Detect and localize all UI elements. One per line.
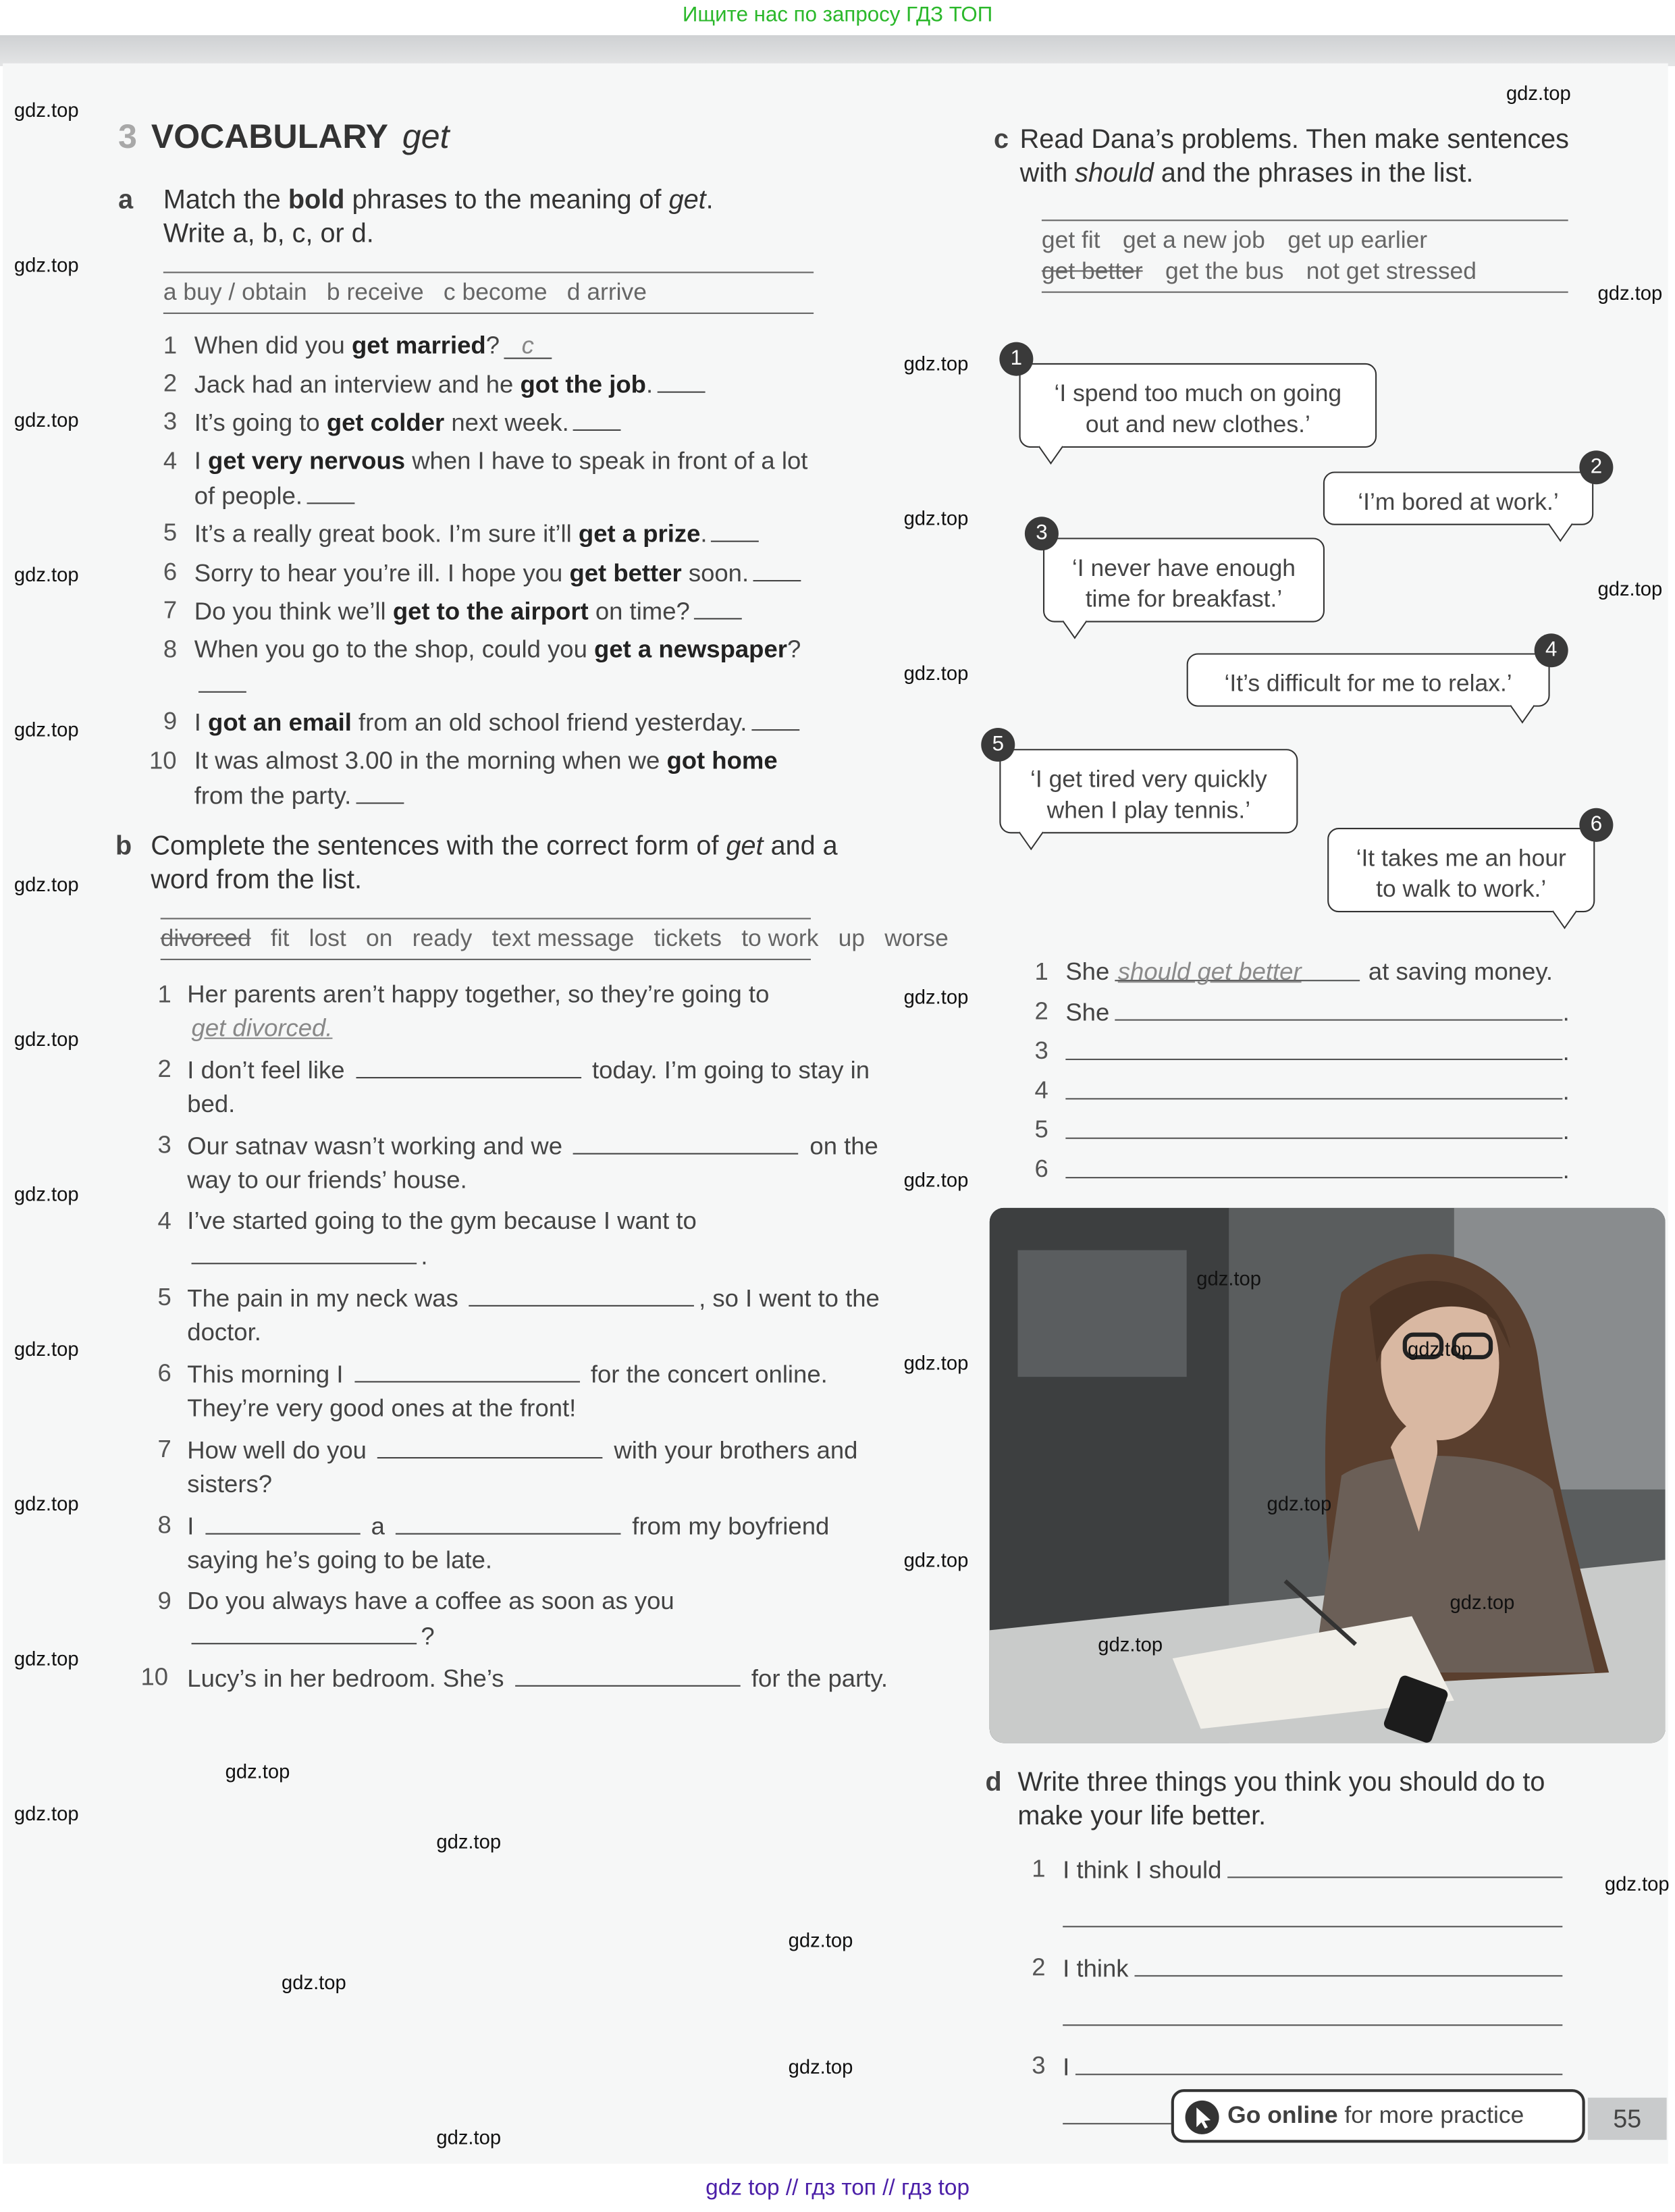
item-number: 5 (157, 1282, 171, 1311)
item-number: 6 (1034, 1154, 1048, 1183)
photo-illustration (990, 1208, 1666, 1743)
item-text: When did you (194, 330, 352, 359)
answer-blank[interactable] (198, 665, 246, 692)
item-text: When you go to the shop, could you (194, 634, 595, 662)
item-number: 4 (157, 1206, 171, 1235)
word-option: to work (741, 924, 819, 952)
list-item (158, 1280, 890, 1348)
phrase-option: not get stressed (1306, 257, 1477, 285)
item-text: from an old school friend yesterday. (351, 708, 747, 737)
watermark: gdz.top (1450, 1591, 1515, 1614)
meaning-option: d arrive (566, 278, 647, 306)
watermark: gdz.top (14, 872, 79, 896)
item-number: 5 (163, 518, 178, 546)
item-text: from my boyfriend saying he’s going to be late. (187, 1512, 830, 1575)
answer-blank[interactable] (396, 1508, 621, 1535)
item-text: I (194, 445, 209, 474)
bubble-text: ‘It’s difficult for me to relax.’ (1224, 670, 1512, 697)
list-item (158, 1431, 890, 1500)
watermark: gdz.top (903, 1548, 969, 1571)
list-item (163, 554, 825, 589)
watermark: gdz.top (903, 1351, 969, 1374)
watermark: gdz.top (14, 1801, 79, 1825)
answer-line[interactable] (1065, 1112, 1562, 1139)
section-heading (118, 118, 449, 157)
exercise-c (994, 124, 1571, 292)
item-text: ? (485, 330, 500, 359)
word-option: on (366, 924, 393, 952)
watermark: gdz.top (14, 1182, 79, 1205)
answer-line-row (1063, 1999, 1562, 2026)
cursor-click-icon (1186, 2100, 1219, 2134)
meaning-option: b receive (326, 278, 424, 306)
phrase-list-box (1042, 219, 1568, 292)
exercise-d-list (1032, 1851, 1562, 2124)
watermark: gdz.top (14, 408, 79, 431)
section-title: VOCABULARY (151, 118, 389, 157)
item-text: next week. (444, 408, 569, 437)
search-hint-banner[interactable]: Ищите нас по запросу ГДЗ ТОП (682, 3, 993, 27)
word-option: tickets (654, 924, 722, 952)
item-number: 8 (163, 634, 178, 662)
item-number: 7 (163, 595, 178, 624)
list-item (158, 1204, 890, 1273)
watermark: gdz.top (1506, 81, 1571, 105)
answer-line[interactable] (1227, 1851, 1563, 1878)
exercise-letter: d (985, 1768, 1002, 1798)
meaning-option: a buy / obtain (163, 278, 307, 306)
item-text: ? (421, 1621, 435, 1650)
watermark: gdz.top (14, 1028, 79, 1051)
bubble-text: ‘I spend too much on going out and new clothes.’ (1054, 379, 1342, 438)
answer-row (1034, 994, 1569, 1033)
exercise-c-answers (1034, 955, 1569, 1191)
bold-phrase: got an email (208, 708, 352, 737)
item-text: It’s going to (194, 408, 327, 437)
answer-prefix: She (1065, 957, 1110, 986)
answer-blank[interactable] (712, 515, 760, 542)
word-option: ready (412, 924, 473, 952)
item-text: for the party. (744, 1664, 888, 1693)
watermark: gdz.top (14, 1337, 79, 1361)
item-text: The pain in my neck was (187, 1284, 465, 1313)
item-text: soon. (681, 558, 749, 587)
list-item (163, 443, 825, 512)
item-text: on the way to our friends’ house. (187, 1132, 878, 1194)
bold-phrase: get a prize (578, 519, 701, 548)
answer-row (1034, 1112, 1569, 1151)
watermark: gdz.top (903, 1168, 969, 1191)
exercise-letter: b (115, 832, 132, 862)
item-number: 1 (1034, 957, 1048, 986)
answer-blank[interactable] (356, 1051, 581, 1078)
exercise-b-instructions: Complete the sentences with the correct form of get and a word from the list. (151, 832, 838, 896)
section-subtitle: get (402, 118, 450, 157)
watermark: gdz.top (903, 985, 969, 1008)
answer-prefix: I think (1063, 1953, 1129, 1982)
bold-phrase: get married (351, 330, 486, 359)
list-item (158, 1051, 890, 1120)
exercise-letter: c (994, 125, 1009, 155)
answer-blank[interactable] (751, 704, 799, 731)
bubble-number-badge: 6 (1579, 808, 1613, 842)
watermark: gdz.top (1408, 1337, 1472, 1361)
word-option: worse (884, 924, 949, 952)
watermark: gdz.top (903, 661, 969, 685)
bubble-text: ‘I get tired very quickly when I play tennis.’ (1030, 766, 1267, 824)
item-number: 7 (157, 1434, 171, 1463)
item-text: . (645, 369, 654, 398)
word-list-box (160, 918, 949, 960)
answer-line[interactable]: should get better (1115, 955, 1360, 982)
watermark: gdz.top (788, 2055, 853, 2078)
watermark: gdz.top (436, 1830, 502, 1853)
watermark: gdz.top (788, 1928, 853, 1951)
watermark: gdz.top (1597, 577, 1663, 600)
phrase-option: get the bus (1165, 257, 1284, 285)
item-number: 3 (1034, 1036, 1048, 1065)
answer-blank[interactable] (205, 1508, 360, 1535)
item-text: Her parents aren’t happy together, so they’re going to (187, 980, 770, 1008)
item-text: Do you think we’ll (194, 597, 393, 625)
item-text: on time? (588, 597, 690, 625)
answer-blank[interactable] (469, 1280, 695, 1307)
answer-suffix: at saving money. (1368, 957, 1553, 986)
answer-line[interactable] (1134, 1950, 1562, 1977)
answer-blank[interactable] (657, 365, 705, 392)
watermark: gdz.top (436, 2126, 502, 2149)
item-text: It’s a really great book. I’m sure it’ll (194, 519, 579, 548)
answer-suffix: . (1562, 1037, 1570, 1066)
item-text: Lucy’s in her bedroom. She’s (187, 1664, 511, 1693)
item-number: 8 (157, 1510, 171, 1539)
bubble-text: ‘It takes me an hour to walk to work.’ (1356, 845, 1566, 903)
meaning-option: c become (443, 278, 548, 306)
list-item (163, 631, 825, 700)
word-option: lost (309, 924, 346, 952)
answer-blank[interactable] (573, 1128, 799, 1155)
list-item (158, 1584, 890, 1653)
answer-blank[interactable] (192, 1618, 417, 1645)
item-text: I don’t feel like (187, 1055, 352, 1084)
bubble-number-badge: 2 (1579, 450, 1613, 484)
item-text: It was almost 3.00 in the morning when we (194, 745, 667, 774)
watermark: gdz.top (14, 1647, 79, 1670)
bubble-text: ‘I never have enough time for breakfast.’ (1071, 554, 1296, 612)
item-number: 1 (157, 980, 171, 1008)
watermark: gdz.top (14, 253, 79, 276)
phrase-option: get a new job (1122, 226, 1265, 254)
watermark: gdz.top (14, 563, 79, 586)
item-number: 6 (163, 556, 178, 585)
word-option: fit (270, 924, 290, 952)
meanings-box (163, 271, 814, 314)
watermark: gdz.top (903, 506, 969, 529)
bold-phrase: got the job (520, 369, 646, 398)
list-item (163, 515, 825, 550)
item-text: with your brothers and sisters? (187, 1436, 858, 1498)
answer-line[interactable] (1115, 994, 1563, 1021)
item-text: ? (787, 634, 801, 662)
item-number: 3 (157, 1130, 171, 1159)
watermark: gdz.top (14, 718, 79, 741)
item-text: I (187, 1512, 201, 1540)
bubble-text: ‘I’m bored at work.’ (1358, 488, 1559, 516)
answer-blank[interactable] (753, 554, 801, 581)
answer-suffix: . (1562, 1155, 1570, 1184)
speech-bubble (1187, 653, 1550, 706)
answer-line[interactable] (1065, 1073, 1562, 1100)
speech-bubble (1043, 537, 1325, 622)
item-number: 2 (157, 1054, 171, 1083)
word-option: up (838, 924, 866, 952)
answer-blank[interactable] (356, 776, 404, 804)
exercise-letter: a (118, 186, 134, 216)
item-number: 4 (1034, 1075, 1048, 1104)
bold-phrase: get to the airport (392, 597, 589, 625)
item-number: 2 (163, 368, 178, 396)
footer-links[interactable]: gdz top // гдз топ // гдз top (706, 2176, 970, 2201)
list-item (163, 593, 825, 628)
speech-bubble (1327, 828, 1595, 912)
word-option: text message (491, 924, 635, 952)
answer-blank[interactable] (573, 404, 621, 431)
page-number: 55 (1588, 2098, 1667, 2140)
bold-phrase: get colder (326, 408, 445, 437)
bold-phrase: got home (666, 745, 778, 774)
answer-row (1034, 955, 1569, 994)
go-online-button[interactable] (1171, 2089, 1585, 2142)
item-number: 10 (149, 745, 177, 774)
item-number: 4 (163, 445, 178, 474)
item-number: 9 (163, 706, 178, 735)
item-number: 3 (1032, 2051, 1046, 2080)
answer-suffix: . (1562, 998, 1570, 1026)
speech-bubble (1019, 363, 1377, 448)
answer-line[interactable] (1063, 1999, 1562, 2026)
answer-blank[interactable]: c (504, 332, 552, 359)
list-item (140, 1660, 890, 1695)
item-text: . (421, 1241, 428, 1270)
answer-row (1032, 1851, 1562, 1887)
answer-line[interactable] (1063, 1901, 1562, 1928)
bubble-number-badge: 5 (981, 728, 1015, 762)
answer-row (1034, 1033, 1569, 1072)
item-number: 5 (1034, 1115, 1048, 1144)
answer-row (1034, 1073, 1569, 1112)
watermark: gdz.top (1098, 1633, 1163, 1656)
list-item (163, 404, 825, 439)
item-text: from the party. (194, 781, 352, 809)
item-text: I (194, 708, 209, 737)
item-text: This morning I (187, 1360, 350, 1388)
answer-blank[interactable] (354, 1356, 580, 1383)
item-number: 1 (1032, 1853, 1046, 1882)
item-text: How well do you (187, 1436, 374, 1465)
item-number: 2 (1034, 997, 1048, 1025)
exercise-b-list (140, 977, 890, 1695)
answer-suffix: . (1562, 1116, 1570, 1145)
list-item (163, 328, 825, 362)
speech-bubble (999, 749, 1298, 833)
item-number: 3 (163, 406, 178, 436)
list-item (149, 743, 825, 812)
answer-line[interactable] (1075, 2049, 1563, 2076)
item-text: Do you always have a coffee as soon as you (187, 1586, 674, 1615)
photo-woman-thinking (990, 1208, 1666, 1743)
list-item (158, 1128, 890, 1196)
item-text: for the concert online. They’re very good ones at the front! (187, 1360, 828, 1422)
phrase-option: get better (1041, 257, 1143, 285)
answer-blank[interactable]: get divorced. (191, 1013, 333, 1042)
bubble-number-badge: 4 (1535, 633, 1568, 667)
watermark: gdz.top (225, 1760, 290, 1783)
bubble-number-badge: 1 (999, 342, 1033, 376)
list-item (163, 365, 825, 400)
answer-line[interactable] (1065, 1152, 1562, 1179)
watermark: gdz.top (1267, 1492, 1332, 1515)
item-text: when I have to speak in front of a lot of people. (194, 445, 808, 509)
item-number: 9 (157, 1586, 171, 1615)
list-item (158, 1356, 890, 1425)
answer-row (1034, 1152, 1569, 1191)
answer-blank[interactable] (515, 1660, 741, 1687)
item-text: . (700, 519, 708, 548)
watermark: gdz.top (1196, 1267, 1262, 1290)
bubble-number-badge: 3 (1025, 517, 1059, 550)
item-text: Our satnav wasn’t working and we (187, 1132, 570, 1161)
item-number: 2 (1032, 1952, 1046, 1981)
exercise-d-instructions: Write three things you think you should do to make your life better. (1017, 1768, 1545, 1832)
watermark: gdz.top (14, 1492, 79, 1515)
speech-bubble (1323, 471, 1593, 525)
scan-top-band (0, 35, 1675, 66)
answer-prefix: I (1063, 2052, 1070, 2081)
item-number: 1 (163, 330, 178, 359)
item-text: Sorry to hear you’re ill. I hope you (194, 558, 570, 587)
exercise-a-list (149, 328, 825, 812)
go-online-rest: for more practice (1337, 2101, 1524, 2129)
answer-row (1032, 1950, 1562, 1985)
answer-blank[interactable] (694, 593, 742, 620)
bold-phrase: get very nervous (208, 445, 406, 474)
list-item (158, 977, 890, 1045)
item-text: a (364, 1512, 392, 1540)
list-item (163, 704, 825, 739)
item-number: 6 (157, 1359, 171, 1387)
bold-phrase: get better (569, 558, 682, 587)
go-online-bold: Go online (1227, 2101, 1338, 2129)
item-text: Jack had an interview and he (194, 369, 521, 398)
watermark: gdz.top (1597, 282, 1663, 305)
answer-row (1032, 2049, 1562, 2084)
answer-suffix: . (1562, 1077, 1570, 1105)
exercise-a-instructions: Match the bold phrases to the meaning of get. Write a, b, c, or d. (163, 186, 714, 250)
section-number: 3 (118, 118, 137, 157)
watermark: gdz.top (14, 98, 79, 122)
watermark: gdz.top (903, 352, 969, 375)
watermark: gdz.top (1604, 1872, 1670, 1895)
item-number: 10 (140, 1662, 169, 1691)
answer-blank[interactable] (377, 1431, 603, 1458)
answer-line-row (1063, 1901, 1562, 1928)
phrase-option: get up earlier (1287, 226, 1428, 254)
answer-prefix: I think I should (1063, 1855, 1222, 1884)
answer-blank[interactable] (192, 1238, 417, 1265)
item-text: today. I’m going to stay in bed. (187, 1055, 870, 1118)
bold-phrase: get a newspaper (594, 634, 787, 662)
phrase-option: get fit (1041, 226, 1100, 254)
exercise-c-instructions: Read Dana’s problems. Then make sentences with should and the phrases in the list. (1019, 125, 1569, 189)
list-item (158, 1508, 890, 1577)
answer-prefix: She (1065, 998, 1110, 1026)
answer-line[interactable] (1065, 1033, 1562, 1060)
word-option: divorced (160, 924, 251, 952)
item-text: , so I went to the doctor. (187, 1284, 880, 1346)
item-text: I’ve started going to the gym because I want to (187, 1206, 697, 1235)
watermark: gdz.top (282, 1971, 346, 1994)
answer-blank[interactable] (307, 477, 354, 504)
exercise-a (118, 184, 822, 815)
